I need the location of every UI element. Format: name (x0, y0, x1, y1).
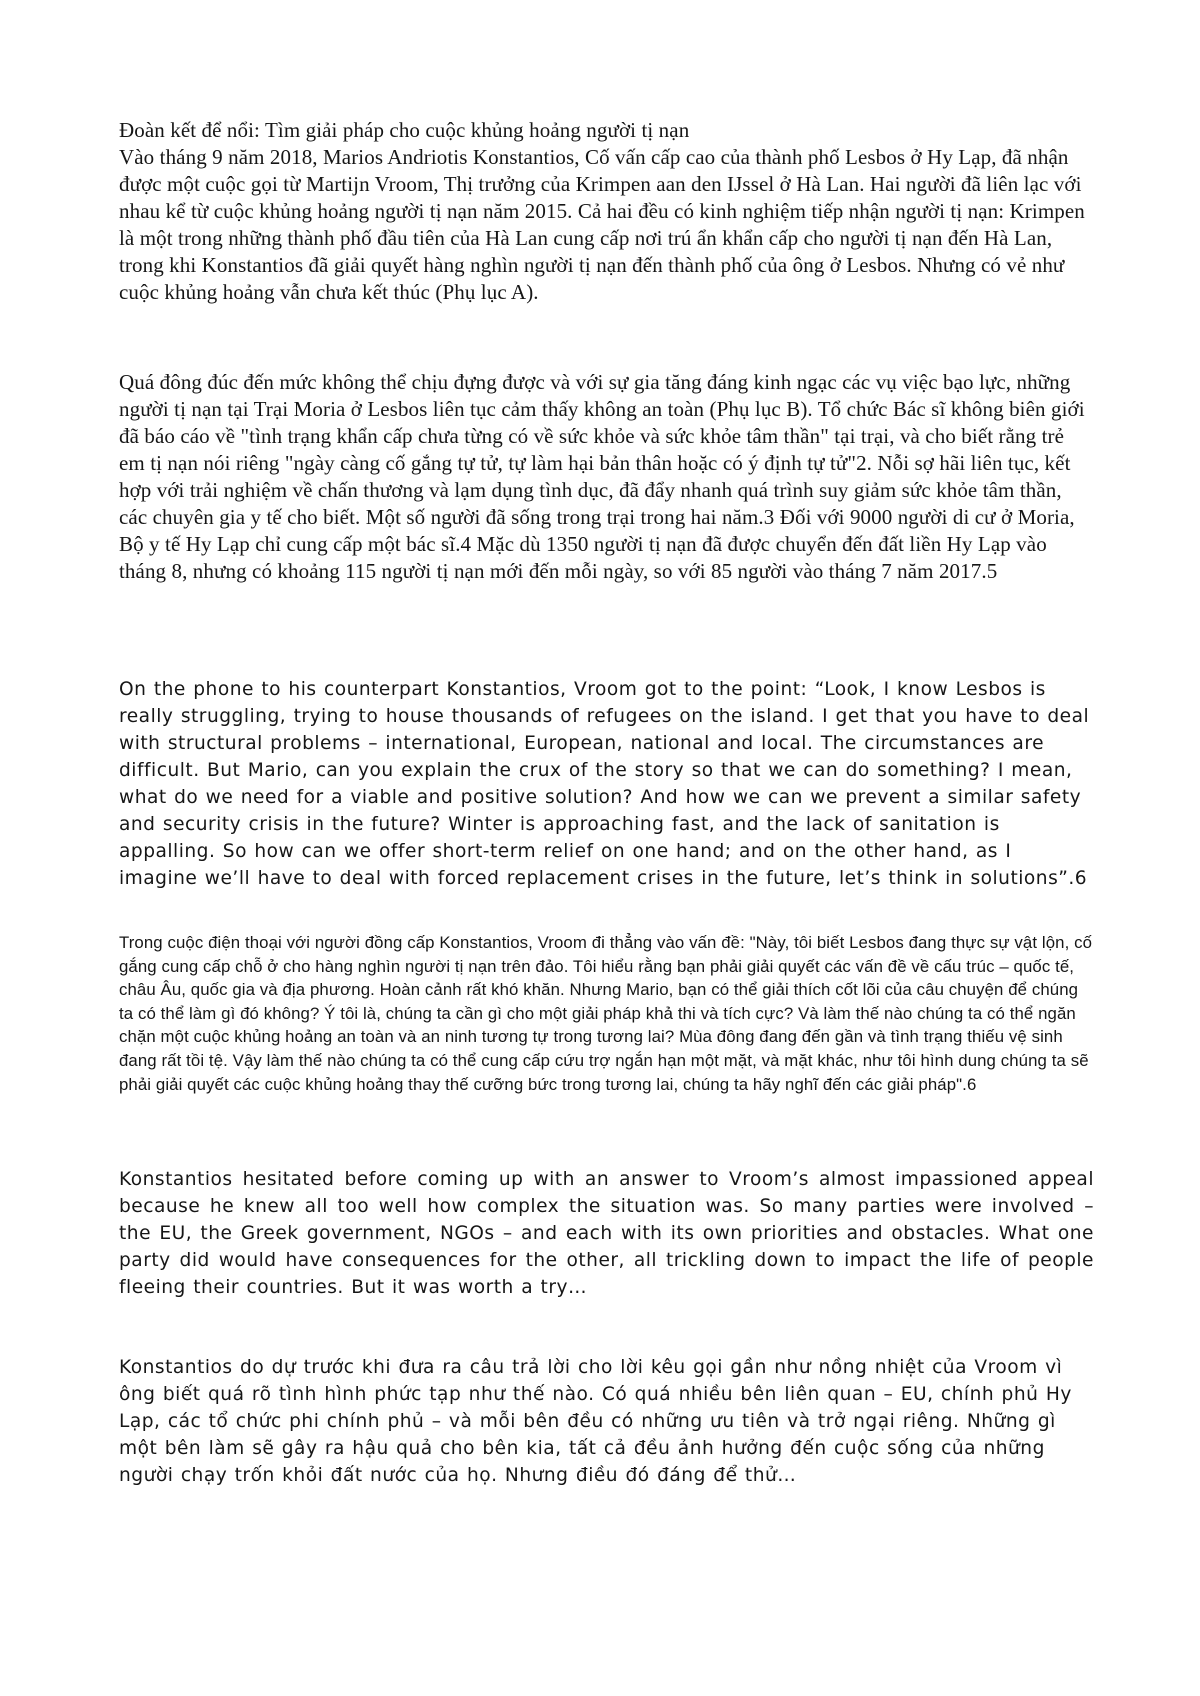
document-title: Đoàn kết để nổi: Tìm giải pháp cho cuộc khủng hoảng người tị nạn (119, 118, 690, 142)
paragraph-phone-call-en: On the phone to his counterpart Konstantios, Vroom got to the point: “Look, I know Lesbos is really struggling, trying to house thousands of refugees on the island. I get that you have to deal with structural problems – international, European, national and local. The circumstances are difficult. But Mario, can you explain the crux of the story so that we can do something? I mean, what do we need for a viable and positive solution? And how we can we prevent a similar safety and security crisis in the future? Winter is approaching fast, and the lack of sanitation is appalling. So how can we offer short-term relief on one hand; and on the other hand, as I imagine we’ll have to deal with forced replacement crises in the future, let’s think in solutions”.6 (119, 679, 1090, 889)
paragraph-phone-call-vi: Trong cuộc điện thoại với người đồng cấp Konstantios, Vroom đi thẳng vào vấn đề: "Này, tôi biết Lesbos đang thực sự vật lộn, cố gắng cung cấp chỗ ở cho hàng nghìn người tị nạn trên đảo. Tôi hiểu rằng bạn phải giải quyết các vấn đề về cấu trúc – quốc tế, châu Âu, quốc gia và địa phương. Hoàn cảnh rất khó khăn. Nhưng Mario, bạn có thể giải thích cốt lõi của câu chuyện để chúng ta có thể làm gì đó không? Ý tôi là, chúng ta cần gì cho một giải pháp khả thi và tích cực? Và làm thế nào chúng ta có thể ngăn chặn một cuộc khủng hoảng an toàn và an ninh tương tự trong tương lai? Mùa đông đang đến gần và tình trạng thiếu vệ sinh đang rất tồi tệ. Vậy làm thế nào chúng ta có thể cung cấp cứu trợ ngắn hạn một mặt, và mặt khác, như tôi hình dung chúng ta sẽ phải giải quyết các cuộc khủng hoảng thay thế cưỡng bức trong tương lai, chúng ta hãy nghĩ đến các giải pháp".6 (119, 933, 1093, 1094)
paragraph-intro-vi: Vào tháng 9 năm 2018, Marios Andriotis Konstantios, Cố vấn cấp cao của thành phố Lesbos ở Hy Lạp, đã nhận được một cuộc gọi từ Martijn Vroom, Thị trưởng của Krimpen aan den IJssel ở Hà Lan. Hai người đã liên lạc với nhau kể từ cuộc khủng hoảng người tị nạn năm 2015. Cả hai đều có kinh nghiệm tiếp nhận người tị nạn: Krimpen là một trong những thành phố đầu tiên của Hà Lan cung cấp nơi trú ẩn khẩn cấp cho người tị nạn đến Hà Lan, trong khi Konstantios đã giải quyết hàng nghìn người tị nạn đến thành phố của ông ở Lesbos. Nhưng có vẻ như cuộc khủng hoảng vẫn chưa kết thúc (Phụ lục A). (119, 145, 1085, 304)
paragraph-hesitation-en: Konstantios hesitated before coming up with an answer to Vroom’s almost impassioned appeal because he knew all too well how complex the situation was. So many parties were involved – the EU, the Greek government, NGOs – and each with its own priorities and obstacles. What one party did would have consequences for the other, all trickling down to impact the life of people fleeing their countries. But it was worth a try… (119, 1169, 1094, 1298)
paragraph-moria-camp-vi: Quá đông đúc đến mức không thể chịu đựng được và với sự gia tăng đáng kinh ngạc các vụ việc bạo lực, những người tị nạn tại Trại Moria ở Lesbos liên tục cảm thấy không an toàn (Phụ lục B). Tổ chức Bác sĩ không biên giới đã báo cáo về "tình trạng khẩn cấp chưa từng có về sức khỏe và sức khỏe tâm thần" tại trại, và cho biết rằng trẻ em tị nạn nói riêng "ngày càng cố gắng tự tử, tự làm hại bản thân hoặc có ý định tự tử"2. Nỗi sợ hãi liên tục, kết hợp với trải nghiệm về chấn thương và lạm dụng tình dục, đã đẩy nhanh quá trình suy giảm sức khỏe tâm thần, các chuyên gia y tế cho biết. Một số người đã sống trong trại trong hai năm.3 Đối với 9000 người di cư ở Moria, Bộ y tế Hy Lạp chỉ cung cấp một bác sĩ.4 Mặc dù 1350 người tị nạn đã được chuyển đến đất liền Hy Lạp vào tháng 8, nhưng có khoảng 115 người tị nạn mới đến mỗi ngày, so với 85 người vào tháng 7 năm 2017.5 (119, 370, 1085, 583)
paragraph-hesitation-vi: Konstantios do dự trước khi đưa ra câu trả lời cho lời kêu gọi gần như nồng nhiệt của Vroom vì ông biết quá rõ tình hình phức tạp như thế nào. Có quá nhiều bên liên quan – EU, chính phủ Hy Lạp, các tổ chức phi chính phủ – và mỗi bên đều có những ưu tiên và trở ngại riêng. Những gì một bên làm sẽ gây ra hậu quả cho bên kia, tất cả đều ảnh hưởng đến cuộc sống của những người chạy trốn khỏi đất nước của họ. Nhưng điều đó đáng để thử… (119, 1357, 1072, 1486)
